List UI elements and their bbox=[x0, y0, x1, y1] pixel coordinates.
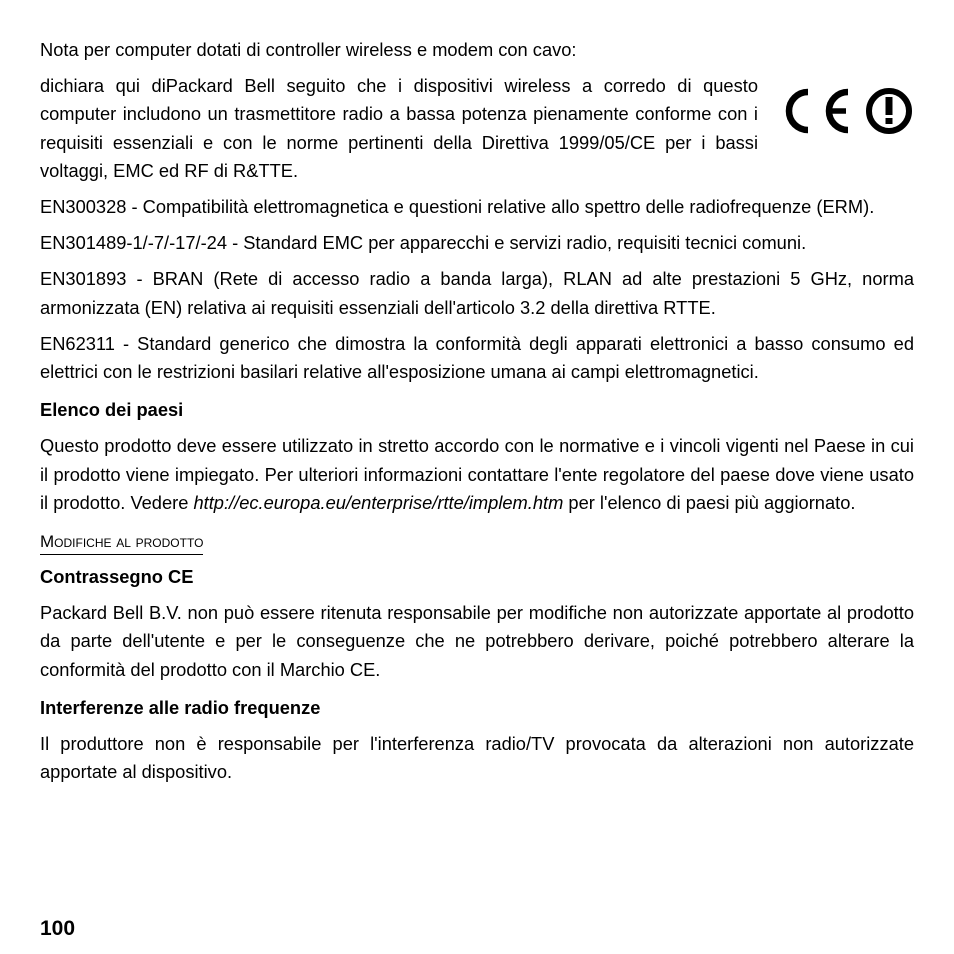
standard-en62311: EN62311 - Standard generico che dimostra la conformità degli apparati elettronici a basso consumo ed elettrici con le restrizioni basilari relative all'esposizione umana ai campi elettromagnetici. bbox=[40, 332, 914, 383]
standard-en301893: EN301893 - BRAN (Rete di accesso radio a banda larga), RLAN ad alte prestazioni 5 GHz, norma armonizzata (EN) relativa ai requisiti essenziali dell'articolo 3.2 della direttiva RTTE. bbox=[40, 268, 914, 318]
standard-en300328: EN300328 - Compatibilità elettromagnetica e questioni relative allo spettro delle radiofrequenze (ERM). bbox=[40, 196, 875, 218]
page-number: 100 bbox=[40, 917, 76, 940]
countries-text-before: Questo prodotto deve essere utilizzato in stretto accordo con le normative e i vincoli vigenti nel Paese in cui il prodotto viene impiegato. Per ulteriori informazioni contattare l'ente regolatore del paese dove viene usato il prodotto. Vedere bbox=[40, 435, 914, 513]
modifications-section-title: Modifiche al prodotto bbox=[40, 531, 203, 555]
countries-heading: Elenco dei paesi bbox=[40, 399, 184, 421]
rf-heading: Interferenze alle radio frequenze bbox=[40, 696, 321, 718]
countries-text-after: per l'elenco di paesi più aggiornato. bbox=[563, 491, 856, 513]
intro-heading-line: Nota per computer dotati di controller wireless e modem con cavo: bbox=[40, 39, 577, 60]
ce-alert-mark-icon bbox=[774, 84, 914, 138]
countries-url: http://ec.europa.eu/enterprise/rtte/implem.htm bbox=[193, 491, 564, 513]
standard-en301489: EN301489-1/-7/-17/-24 - Standard EMC per apparecchi e servizi radio, requisiti tecnici comuni. bbox=[40, 232, 807, 254]
page-content bbox=[40, 36, 914, 786]
declaration-text: dichiara qui diPackard Bell seguito che i dispositivi wireless a corredo di questo computer includono un trasmettitore radio a bassa potenza pienamente conforme con i requisiti essenziali e con le norme pertinenti della Direttiva 1999/05/CE per i bassi voltaggi, EMC ed RF di R&TTE. bbox=[40, 75, 758, 181]
rf-text: Il produttore non è responsabile per l'interferenza radio/TV provocata da alterazioni non autorizzate apportate al dispositivo. bbox=[40, 733, 914, 783]
declaration-block bbox=[40, 72, 914, 185]
ce-heading: Contrassegno CE bbox=[40, 566, 194, 588]
ce-text: Packard Bell B.V. non può essere ritenuta responsabile per modifiche non autorizzate apportate al prodotto da parte dell'utente e per le conseguenze che ne potrebbero derivare, poiché potrebbero alterare la conformità del prodotto con il Marchio CE. bbox=[40, 602, 914, 680]
countries-text bbox=[40, 432, 914, 517]
